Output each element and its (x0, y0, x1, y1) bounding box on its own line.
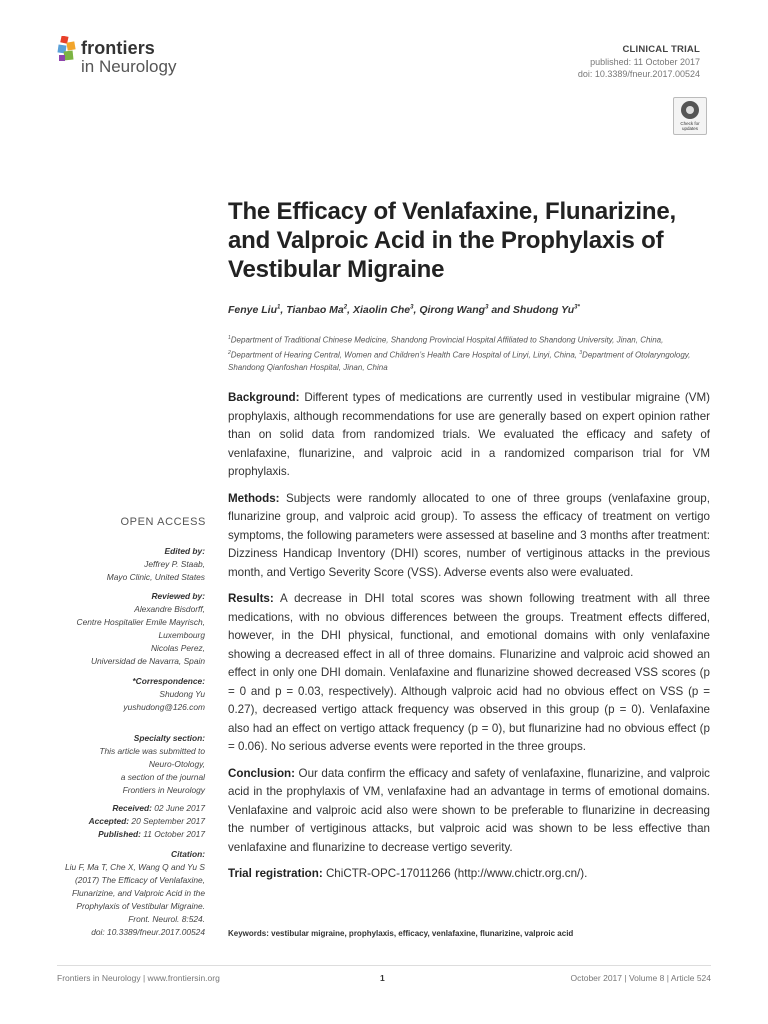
page-number: 1 (380, 973, 385, 983)
edited-by-block: Edited by: Jeffrey P. Staab, Mayo Clinic, United States (106, 546, 205, 582)
author[interactable]: Fenye Liu$^1$ (228, 304, 281, 316)
frontiers-logo-icon (57, 36, 79, 66)
reviewed-by-block: Reviewed by: Alexandre Bisdorff, Centre Hospitalier Emile Mayrisch, Luxembourg Nicolas Perez, Universidad de Navarra, Spain (76, 591, 205, 666)
published-date: published: 11 October 2017 (590, 57, 700, 67)
footer-divider (57, 965, 711, 966)
article-title: The Efficacy of Venlafaxine, Flunarizine, and Valproic Acid in the Prophylaxis of Vestibular Migraine (228, 198, 676, 283)
footer-journal-link[interactable]: Frontiers in Neurology | www.frontiersin.org (57, 973, 220, 983)
abstract (228, 389, 710, 892)
logo-journal-text: in Neurology (81, 57, 177, 76)
abstract-methods: Methods: Subjects were randomly allocated to one of three groups (venlafaxine group, flunarizine group, and valproic acid group). To assess the efficacy of treatment on vertigo symptoms, the following parameters were assessed at baseline and 3 months after treatment: Dizziness Handicap Inventory (DHI) scores, number of vertiginous attacks in the previous month, and Vertigo Severity Score (VSS). Adverse events also were evaluated. (228, 491, 710, 579)
correspondence-email[interactable]: yushudong@126.com (123, 702, 205, 712)
dates-block: Received: 02 June 2017 Accepted: 20 September 2017 Published: 11 October 2017 (88, 803, 205, 839)
check-for-updates-button[interactable] (673, 97, 707, 135)
open-access-label: OPEN ACCESS (120, 516, 206, 528)
trial-link[interactable]: ChiCTR-OPC-17011266 (http://www.chictr.org.cn/). (325, 867, 588, 880)
trial-registration: Trial registration: ChiCTR-OPC-17011266 (http://www.chictr.org.cn/). (228, 867, 588, 880)
article-doi[interactable]: doi: 10.3389/fneur.2017.00524 (577, 69, 700, 79)
author[interactable]: Shudong $Yu^{3*}$ (512, 304, 580, 316)
correspondence-block: *Correspondence: Shudong Yu yushudong@126.com (40, 675, 205, 714)
journal-logo[interactable] (57, 36, 197, 84)
affiliations: $^1$Department of Traditional Chinese Medicine, Shandong Provincial Hospital Affiliated to Shandong University, Jinan, China, $^2$Department of Hearing Central, Women and Children’s Health Care Hospital of Linyi, Linyi, China, $^3$Department of Otolaryngology, Shandong Qianfoshan Hospital, Jinan, China (228, 335, 691, 373)
check-updates-icon (681, 101, 699, 119)
author-list: Fenye Liu$^1$, Tianbao Ma$^2$, Xiaolin Che$^3$, Qirong Wang$^3$ and Shudong $Yu^{3*}$ (228, 304, 580, 316)
abstract-conclusion: Conclusion: Our data confirm the efficacy and safety of venlafaxine, flunarizine, and valproic acid in the prophylaxis of VM, venlafaxine had an advantage in terms of emotional domains. Venlafaxine and valproic acid also were shown to be preferable to flunarizine in decreasing the number of vertiginous attacks, but valproic acid was shown to be less effective than venlafaxine and flunarizine to decrease vertigo severity. (228, 766, 710, 854)
citation-block: Citation: Liu F, Ma T, Che X, Wang Q and Yu S (2017) The Efficacy of Venlafaxine, Flunarizine, and Valproic Acid in the Prophylaxis of Vestibular Migraine. Front. Neurol. 8:524. doi: 10.3389/fneur.2017.00524 (40, 848, 205, 939)
check-updates-label: Check for updates (680, 121, 700, 131)
abstract-results: Results: A decrease in DHI total scores was shown following treatment with all three medications, with no obvious differences between the groups. Treatment effects differed, however, in the DHI physical, functional, and emotional domains with only venlafaxine showing a decreased effect in all of three domains. Flunarizine and valproic acid showed an effect in only one DHI domain. Venlafaxine and flunarizine showed decreased VSS scores (p = 0 and p = 0.03, respectively). Although valproic acid had no obvious effect on VSS (p = 0.27), decreased vertigo attack frequency was observed in this group (p = 0). Venlafaxine also had an effect on vertigo attack frequency (p = 0), but flunarizine had no obvious effect (p = 0.06). No serious adverse events were reported in the three groups. (228, 592, 710, 753)
specialty-section-block: Specialty section: This article was submitted to Neuro-Otology, a section of the journal Frontiers in Neurology (99, 733, 205, 795)
author[interactable]: Xiaolin Che$^3$ (352, 304, 414, 316)
author[interactable]: Qirong Wang$^3$ (419, 304, 489, 316)
logo-frontiers-text: frontiers (81, 38, 155, 58)
abstract-background: Background: Different types of medications are currently used in vestibular migraine (VM) prophylaxis, although recommendations for use are generally based on expert opinion rather than on solid data from randomized trials. We evaluated the efficacy and safety of venlafaxine, flunarizine, and valproic acid in a randomized comparison trial for VM prophylaxis. (228, 391, 710, 478)
article-type: CLINICAL TRIAL (622, 44, 700, 55)
author[interactable]: Tianbao Ma$^2$ (286, 304, 348, 316)
footer-issue-info: October 2017 | Volume 8 | Article 524 (570, 973, 711, 983)
keywords: Keywords: vestibular migraine, prophylaxis, efficacy, venlafaxine, flunarizine, valproic acid (228, 929, 574, 938)
article-meta (578, 44, 700, 80)
citation-doi[interactable]: doi: 10.3389/fneur.2017.00524 (91, 927, 205, 937)
